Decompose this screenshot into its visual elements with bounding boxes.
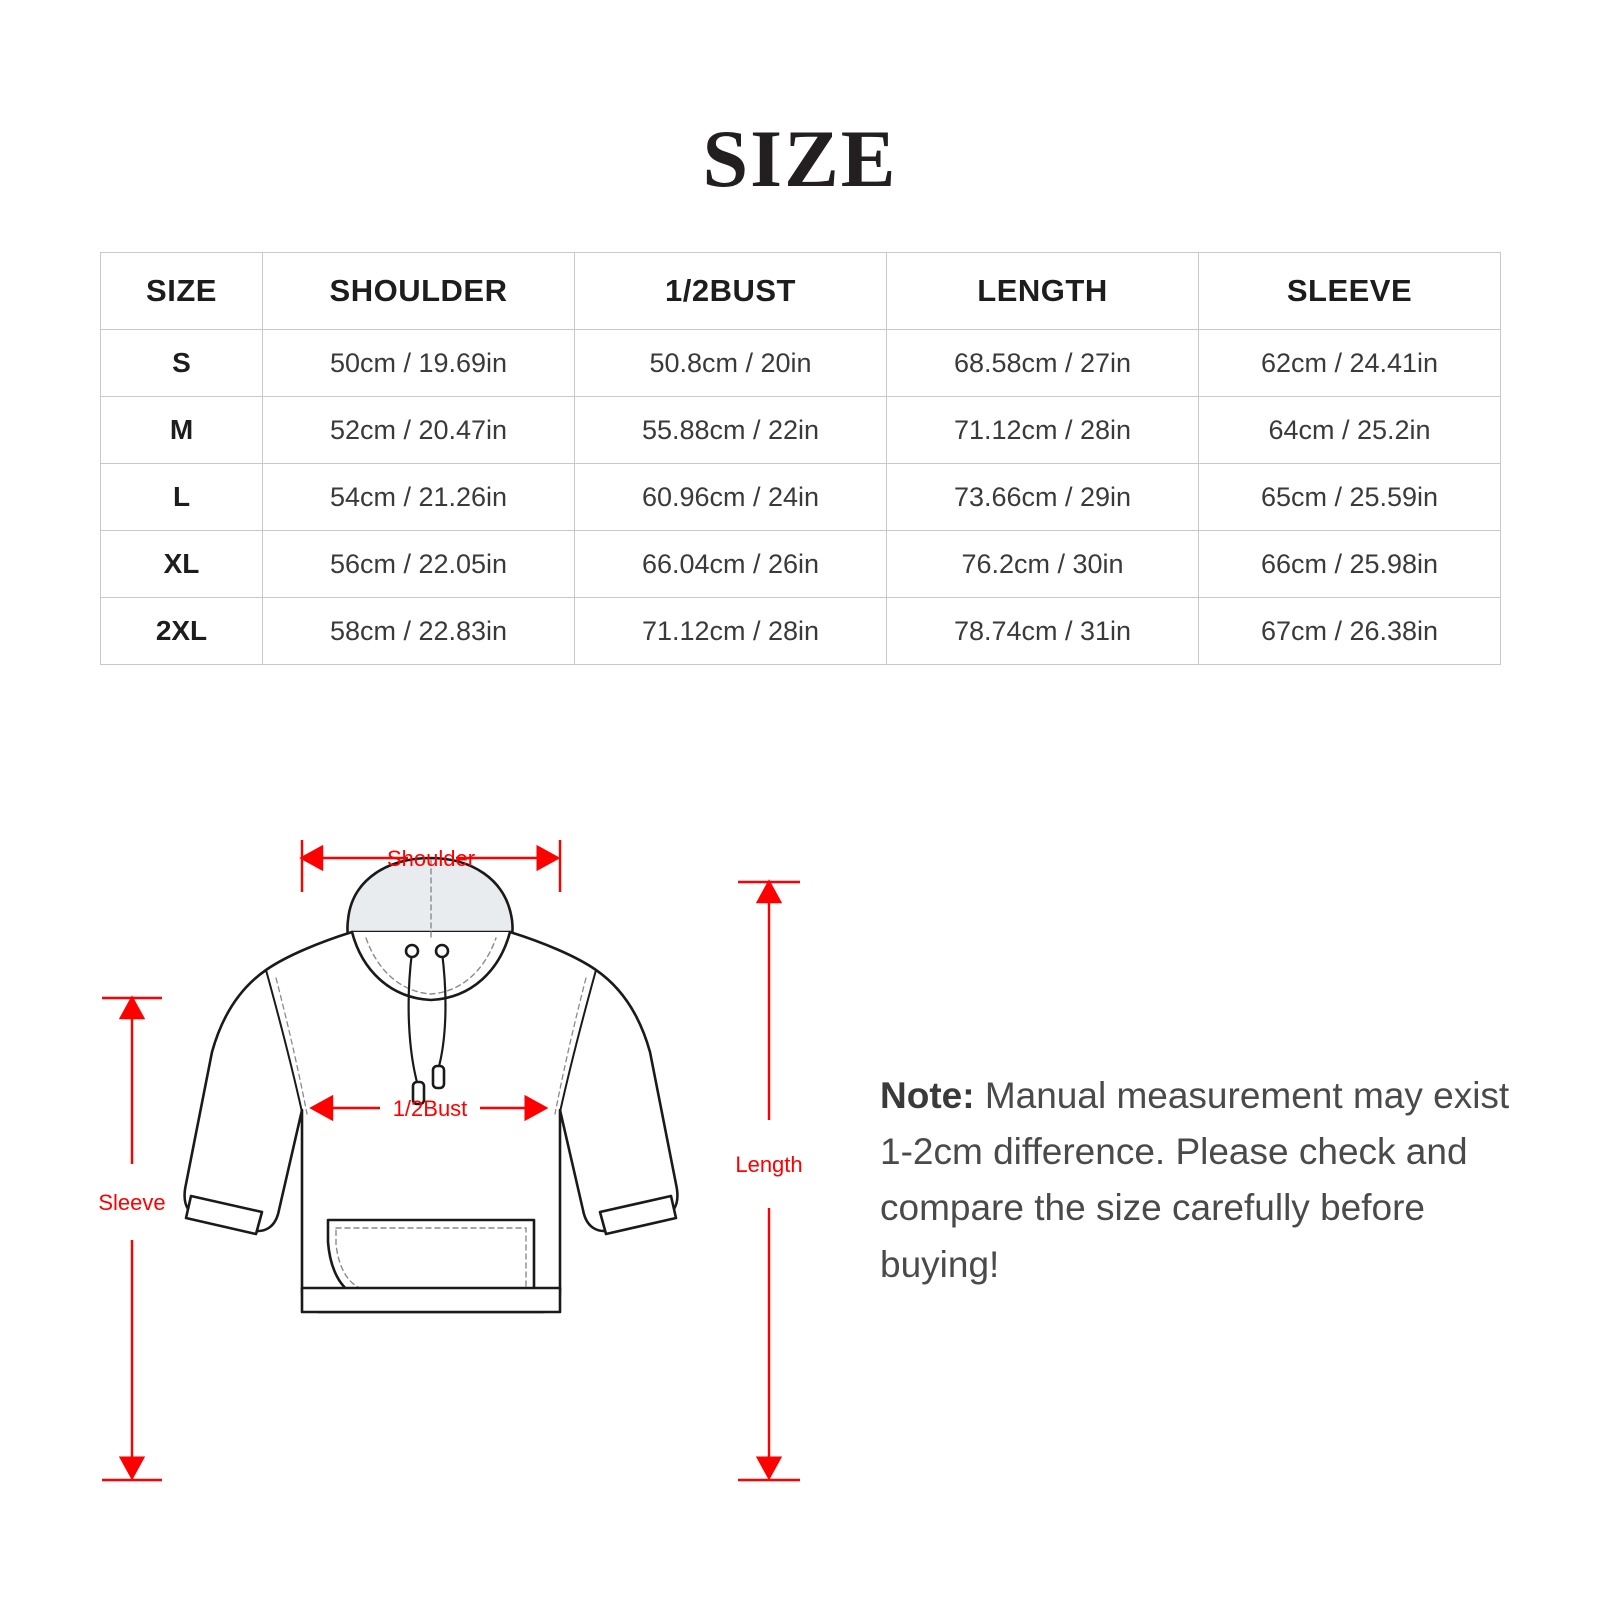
column-header-bust: 1/2BUST	[575, 253, 887, 330]
column-header-shoulder: SHOULDER	[263, 253, 575, 330]
cell-size: M	[101, 397, 263, 464]
length-measurement	[738, 882, 800, 1480]
sleeve-label: Sleeve	[98, 1190, 166, 1215]
cell-sleeve: 64cm / 25.2in	[1199, 397, 1501, 464]
cell-sleeve: 66cm / 25.98in	[1199, 531, 1501, 598]
table-row	[101, 531, 1501, 598]
cell-shoulder: 56cm / 22.05in	[263, 531, 575, 598]
cell-length: 71.12cm / 28in	[887, 397, 1199, 464]
cell-sleeve: 65cm / 25.59in	[1199, 464, 1501, 531]
cell-shoulder: 52cm / 20.47in	[263, 397, 575, 464]
cell-bust: 66.04cm / 26in	[575, 531, 887, 598]
size-table	[100, 252, 1501, 665]
note-label: Note:	[880, 1075, 975, 1116]
cell-shoulder: 58cm / 22.83in	[263, 598, 575, 665]
sleeve-measurement	[102, 998, 162, 1480]
cell-bust: 50.8cm / 20in	[575, 330, 887, 397]
cell-bust: 71.12cm / 28in	[575, 598, 887, 665]
column-header-sleeve: SLEEVE	[1199, 253, 1501, 330]
table-row	[101, 598, 1501, 665]
table-header-row	[101, 253, 1501, 330]
cell-size: L	[101, 464, 263, 531]
column-header-length: LENGTH	[887, 253, 1199, 330]
cell-size: S	[101, 330, 263, 397]
table-row	[101, 464, 1501, 531]
size-table-container	[100, 200, 1500, 665]
table-row	[101, 330, 1501, 397]
page-title: SIZE	[702, 113, 898, 204]
note-text: Manual measurement may exist 1-2cm difference. Please check and compare the size carefully before buying!	[880, 1075, 1510, 1285]
cell-length: 68.58cm / 27in	[887, 330, 1199, 397]
cell-shoulder: 50cm / 19.69in	[263, 330, 575, 397]
cell-shoulder: 54cm / 21.26in	[263, 464, 575, 531]
cell-bust: 55.88cm / 22in	[575, 397, 887, 464]
cell-sleeve: 67cm / 26.38in	[1199, 598, 1501, 665]
cell-size: 2XL	[101, 598, 263, 665]
column-header-size: SIZE	[101, 253, 263, 330]
cell-length: 76.2cm / 30in	[887, 531, 1199, 598]
shoulder-label: Shoulder	[386, 846, 476, 871]
table-row	[101, 397, 1501, 464]
length-label: Length	[735, 1152, 803, 1177]
cell-sleeve: 62cm / 24.41in	[1199, 330, 1501, 397]
cell-size: XL	[101, 531, 263, 598]
cell-length: 78.74cm / 31in	[887, 598, 1199, 665]
note-block	[880, 1068, 1520, 1293]
cell-length: 73.66cm / 29in	[887, 464, 1199, 531]
bust-label: 1/2Bust	[392, 1096, 468, 1121]
cell-bust: 60.96cm / 24in	[575, 464, 887, 531]
hoodie-illustration	[185, 858, 678, 1312]
measurement-diagram	[90, 820, 850, 1520]
